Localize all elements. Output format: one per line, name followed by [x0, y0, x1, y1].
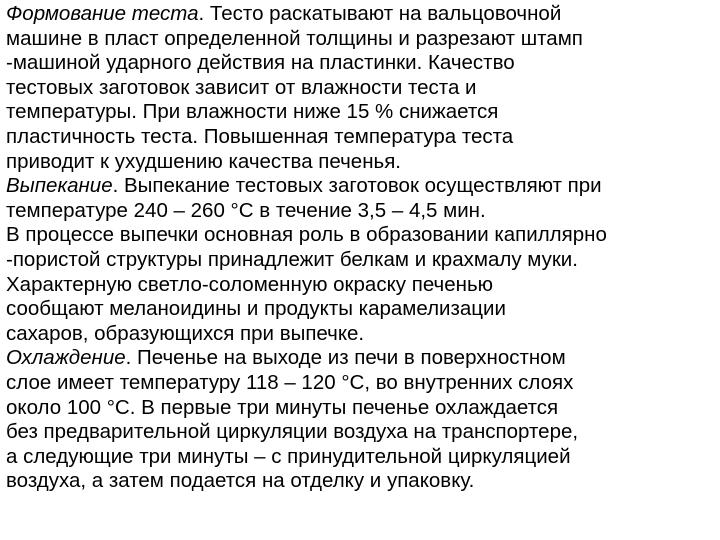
text-line [6, 2, 714, 27]
text-line: а следующие три минуты – с принудительной циркуляцией [6, 444, 571, 468]
paragraph-forming [6, 2, 714, 174]
section-lead-baking: Выпекание [6, 174, 113, 198]
text-line: тестовых заготовок зависит от влажности теста и [6, 75, 477, 99]
text-line: около 100 °С. В первые три минуты печенье охлаждается [6, 395, 559, 419]
text-line-fragment: . Тесто раскатывают на вальцовочной [198, 2, 562, 25]
text-line-fragment: . Печенье на выходе из печи в поверхностном [125, 346, 566, 370]
text-line: Характерную светло-соломенную окраску печенью [6, 272, 493, 296]
section-lead-cooling: Охлаждение [6, 346, 126, 370]
paragraph-baking-process [6, 223, 714, 346]
text-line: слое имеет температуру 118 – 120 °С, во внутренних слоях [6, 370, 574, 394]
text-line: -машиной ударного действия на пластинки. Качество [6, 51, 515, 75]
text-line: сообщают меланоидины и продукты карамелизации [6, 297, 506, 321]
text-line: воздуха, а затем подается на отделку и упаковку. [6, 469, 475, 493]
text-line [6, 346, 714, 371]
text-line: машине в пласт определенной толщины и разрезают штамп [6, 26, 583, 50]
text-line: приводит к ухудшению качества печенья. [6, 149, 401, 173]
text-line: сахаров, образующихся при выпечке. [6, 321, 365, 345]
text-line: В процессе выпечки основная роль в образовании капиллярно [6, 223, 607, 247]
text-line: без предварительной циркуляции воздуха на транспортере, [6, 420, 579, 444]
text-line: -пористой структуры принадлежит белкам и крахмалу муки. [6, 247, 578, 271]
text-line: температуре 240 – 260 °С в течение 3,5 – 4,5 мин. [6, 198, 486, 222]
section-lead-forming: Формование теста [6, 2, 199, 25]
text-line: пластичность теста. Повышенная температура теста [6, 124, 514, 148]
text-line [6, 174, 714, 199]
paragraph-baking [6, 174, 714, 223]
text-line: температуры. При влажности ниже 15 % снижается [6, 100, 499, 124]
text-line-fragment: . Выпекание тестовых заготовок осуществляют при [112, 174, 602, 198]
paragraph-cooling [6, 346, 714, 494]
